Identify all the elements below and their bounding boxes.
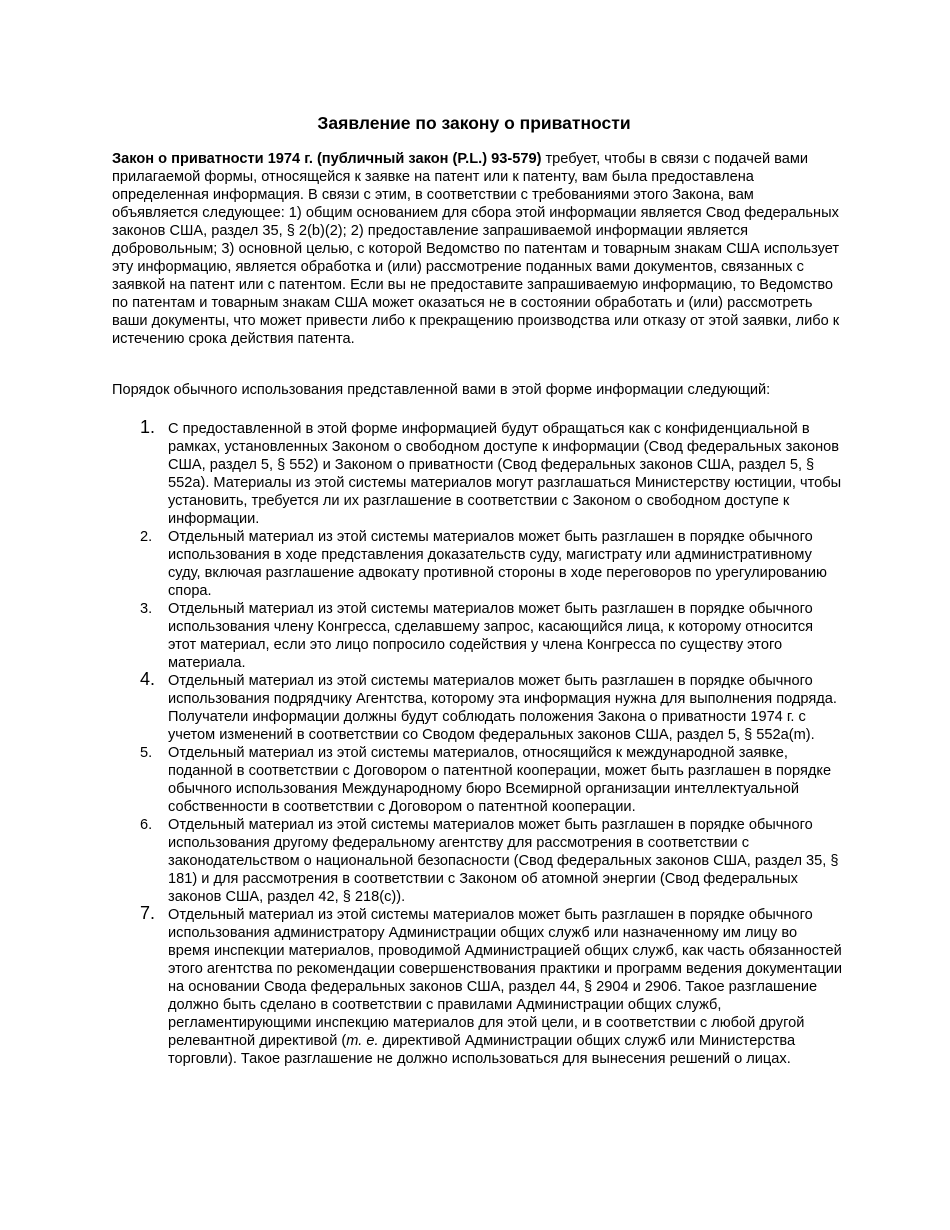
list-item-number: 4. [140,669,156,689]
list-item [112,600,842,672]
list-item-number: 2. [140,529,153,545]
usage-heading: Порядок обычного использования представленной вами в этой форме информации следующий: [112,382,771,398]
usage-list [112,417,842,1068]
list-item-text: Отдельный материал из этой системы материалов может быть разглашен в порядке обычного использования другому федеральному агентству для рассмотрения в соответствии с законодательством о национальной безопасности (Свод федеральных законов США, раздел 35, § 181) и для рассмотрения в соответствии с Законом об атомной энергии (Свод федеральных законов США, раздел 42, § 218(c)). [168,817,839,905]
list-item-text: Отдельный материал из этой системы материалов может быть разглашен в порядке обычного использования подрядчику Агентства, которому эта информация нужна для выполнения подряда. Получатели информации должны будут соблюдать положения Закона о приватности 1974 г. с учетом изменений в соответствии со Сводом федеральных законов США, раздел 5, § 552a(m). [168,673,837,743]
list-item-text-part: Отдельный материал из этой системы материалов может быть разглашен в порядке обычного использования администратору Администрации общих служб или назначенному им лицу во время инспекции материалов, проводимой Администрацией общих служб, как часть обязанностей этого агентства по рекомендации совершенствования практики и программ ведения документации на основании Свода федеральных законов США, раздел 44, § 2904 и 2906. Такое разглашение должно быть сделано в соответствии с правилами Администрации общих служб, регламентирующими инспекцию материалов для этой цели, и в соответствии с любой другой релевантной директивой ( [168,907,842,1049]
list-item-number: 5. [140,745,153,761]
intro-bold-text: Закон о приватности 1974 г. (публичный закон (P.L.) 93-579) [112,151,542,167]
list-item-text-italic: т. е. [346,1033,379,1049]
list-item-text [168,907,842,1067]
list-item [112,744,842,816]
list-item-text: С предоставленной в этой форме информацией будут обращаться как с конфиденциальной в рамках, установленных Законом о свободном доступе к информации (Свод федеральных законов США, раздел 5, § 552) и Законом о приватности (Свод федеральных законов США, раздел 5, § 552a). Материалы из этой системы материалов могут разглашаться Министерству юстиции, чтобы установить, требуется ли их разглашение в соответствии с Законом о свободном доступе к информации. [168,421,842,527]
list-item [112,669,842,744]
list-item-number: 1. [140,417,156,437]
list-item [112,903,842,1068]
intro-paragraph [112,150,842,348]
list-item [112,417,842,528]
list-item-number: 6. [140,817,153,833]
list-item-text: Отдельный материал из этой системы материалов может быть разглашен в порядке обычного использования в ходе представления доказательств суду, магистрату или административному суду, включая разглашение адвокату противной стороны в ходе переговоров по урегулированию спора. [168,529,827,599]
list-item-number: 3. [140,601,153,617]
intro-text: требует, чтобы в связи с подачей вами прилагаемой формы, относящейся к заявке на патент или к патенту, вам была предоставлена определенная информация. В связи с этим, в соответствии с требованиями этого Закона, вам объявляется следующее: 1) общим основанием для сбора этой информации является Свод федеральных законов США, раздел 35, § 2(b)(2); 2) предоставление запрашиваемой информации является добровольным; 3) основной целью, с которой Ведомство по патентам и товарным знакам США использует эту информацию, является обработка и (или) рассмотрение поданных вами документов, связанных с заявкой на патент или с патентом. Если вы не предоставите запрашиваемую информацию, то Ведомство по патентам и товарным знакам США может оказаться не в состоянии обработать и (или) рассмотреть ваши документы, что может привести либо к прекращению производства или отказу от этой заявки, либо к истечению срока действия патента. [112,151,840,347]
list-item-text: Отдельный материал из этой системы материалов, относящийся к международной заявке, поданной в соответствии с Договором о патентной кооперации, может быть разглашен в порядке обычного использования Международному бюро Всемирной организации интеллектуальной собственности в соответствии с Договором о патентной кооперации. [168,745,832,815]
list-item [112,528,842,600]
page-title: Заявление по закону о приватности [317,113,631,133]
list-item-text: Отдельный материал из этой системы материалов может быть разглашен в порядке обычного использования члену Конгресса, сделавшему запрос, касающийся лица, к которому относится этот материал, если это лицо попросило содействия у члена Конгресса по существу этого материала. [168,601,814,671]
list-item-text-part: директивой Администрации общих служб или Министерства торговли). Такое разглашение не должно использоваться для вынесения решений о лицах. [168,1033,796,1067]
list-item [112,816,842,906]
list-item-number: 7. [140,903,156,923]
